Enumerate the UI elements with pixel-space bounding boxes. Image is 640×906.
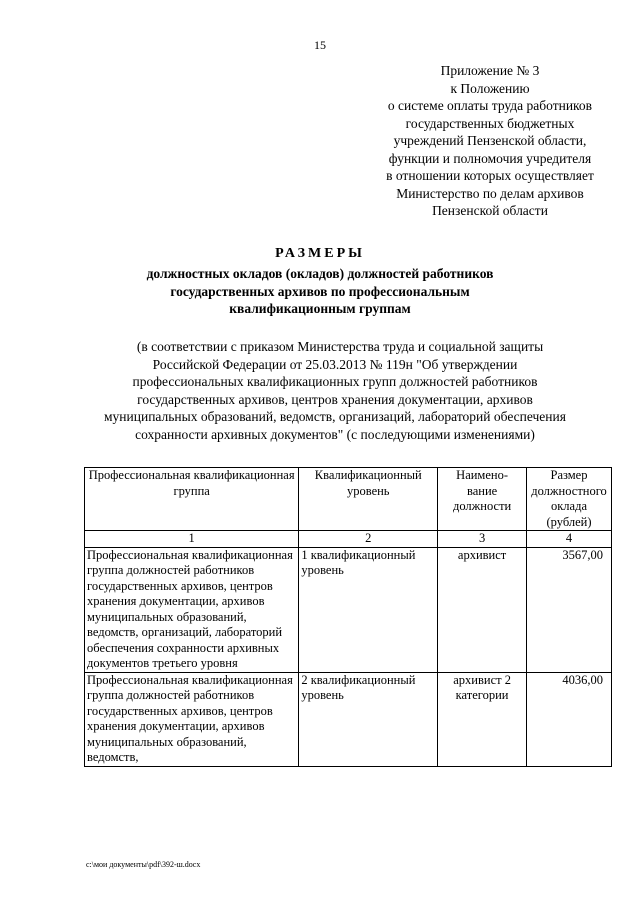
appendix-line: Министерство по делам архивов [396, 185, 584, 201]
basis-line: государственных архивов, центров хранения документации, архивов [137, 391, 533, 407]
cell-salary: 4036,00 [527, 672, 612, 766]
appendix-line: Пензенской области [432, 203, 548, 218]
column-number: 1 [85, 531, 299, 548]
header-qualification-group: Профессиональная квалификационная группа [85, 468, 299, 531]
basis-line: профессиональных квалификационных групп должностей работников [132, 374, 538, 389]
basis-line: Российской Федерации от 25.03.2013 № 119н "Об утверждении [152, 356, 518, 372]
table-header-row [85, 468, 612, 531]
table-row [85, 547, 612, 672]
header-salary: Размер должностного оклада (рублей) [527, 468, 612, 531]
header-qualification-level: Квалификационный уровень [299, 468, 438, 531]
document-subtitle [0, 265, 640, 318]
subtitle-line: должностных окладов (окладов) должностей работников [146, 266, 494, 281]
appendix-line: к Положению [450, 80, 530, 96]
subtitle-line: квалификационным группам [229, 301, 411, 316]
header-position-name: Наимено- вание должности [438, 468, 527, 531]
table-column-numbers-row [85, 531, 612, 548]
appendix-header [340, 62, 640, 220]
appendix-line: Приложение № 3 [440, 63, 540, 78]
cell-qualification-level: 1 квалификационный уровень [299, 547, 438, 672]
cell-position-name: архивист [438, 547, 527, 672]
cell-position-name: архивист 2 категории [438, 672, 527, 766]
appendix-line: функции и полномочия учредителя [388, 150, 592, 166]
basis-line: (в соответствии с приказом Министерства труда и социальной защиты [136, 339, 544, 354]
salary-table [84, 467, 612, 767]
appendix-line: о системе оплаты труда работников [387, 98, 593, 113]
column-number: 3 [438, 531, 527, 548]
cell-qualification-group: Профессиональная квалификационная группа должностей работников государственных архивов, центров хранения документации, архивов муниципальных образований, ведомств, [85, 672, 299, 766]
column-number: 2 [299, 531, 438, 548]
appendix-line: государственных бюджетных [405, 115, 575, 131]
document-title: РАЗМЕРЫ [275, 246, 365, 261]
cell-salary: 3567,00 [527, 547, 612, 672]
basis-line: муниципальных образований, ведомств, организаций, лабораторий обеспечения [104, 409, 566, 424]
file-path-footer: c:\мои документы\pdf\392-ш.docx [86, 860, 201, 869]
basis-line: сохранности архивных документов" (с последующими изменениями) [135, 426, 535, 442]
table-row [85, 672, 612, 766]
page-number: 15 [314, 38, 326, 52]
cell-qualification-level: 2 квалификационный уровень [299, 672, 438, 766]
cell-qualification-group: Профессиональная квалификационная группа должностей работников государственных архивов, центров хранения документации, архивов муниципальных образований, ведомств, организаций, лабораторий обеспечения сохранности архивных документов третьего уровня [85, 547, 299, 672]
legal-basis-note [60, 338, 610, 443]
appendix-line: в отношении которых осуществляет [386, 168, 594, 183]
column-number: 4 [527, 531, 612, 548]
appendix-line: учреждений Пензенской области, [393, 133, 587, 148]
subtitle-line: государственных архивов по профессиональным [170, 283, 470, 299]
